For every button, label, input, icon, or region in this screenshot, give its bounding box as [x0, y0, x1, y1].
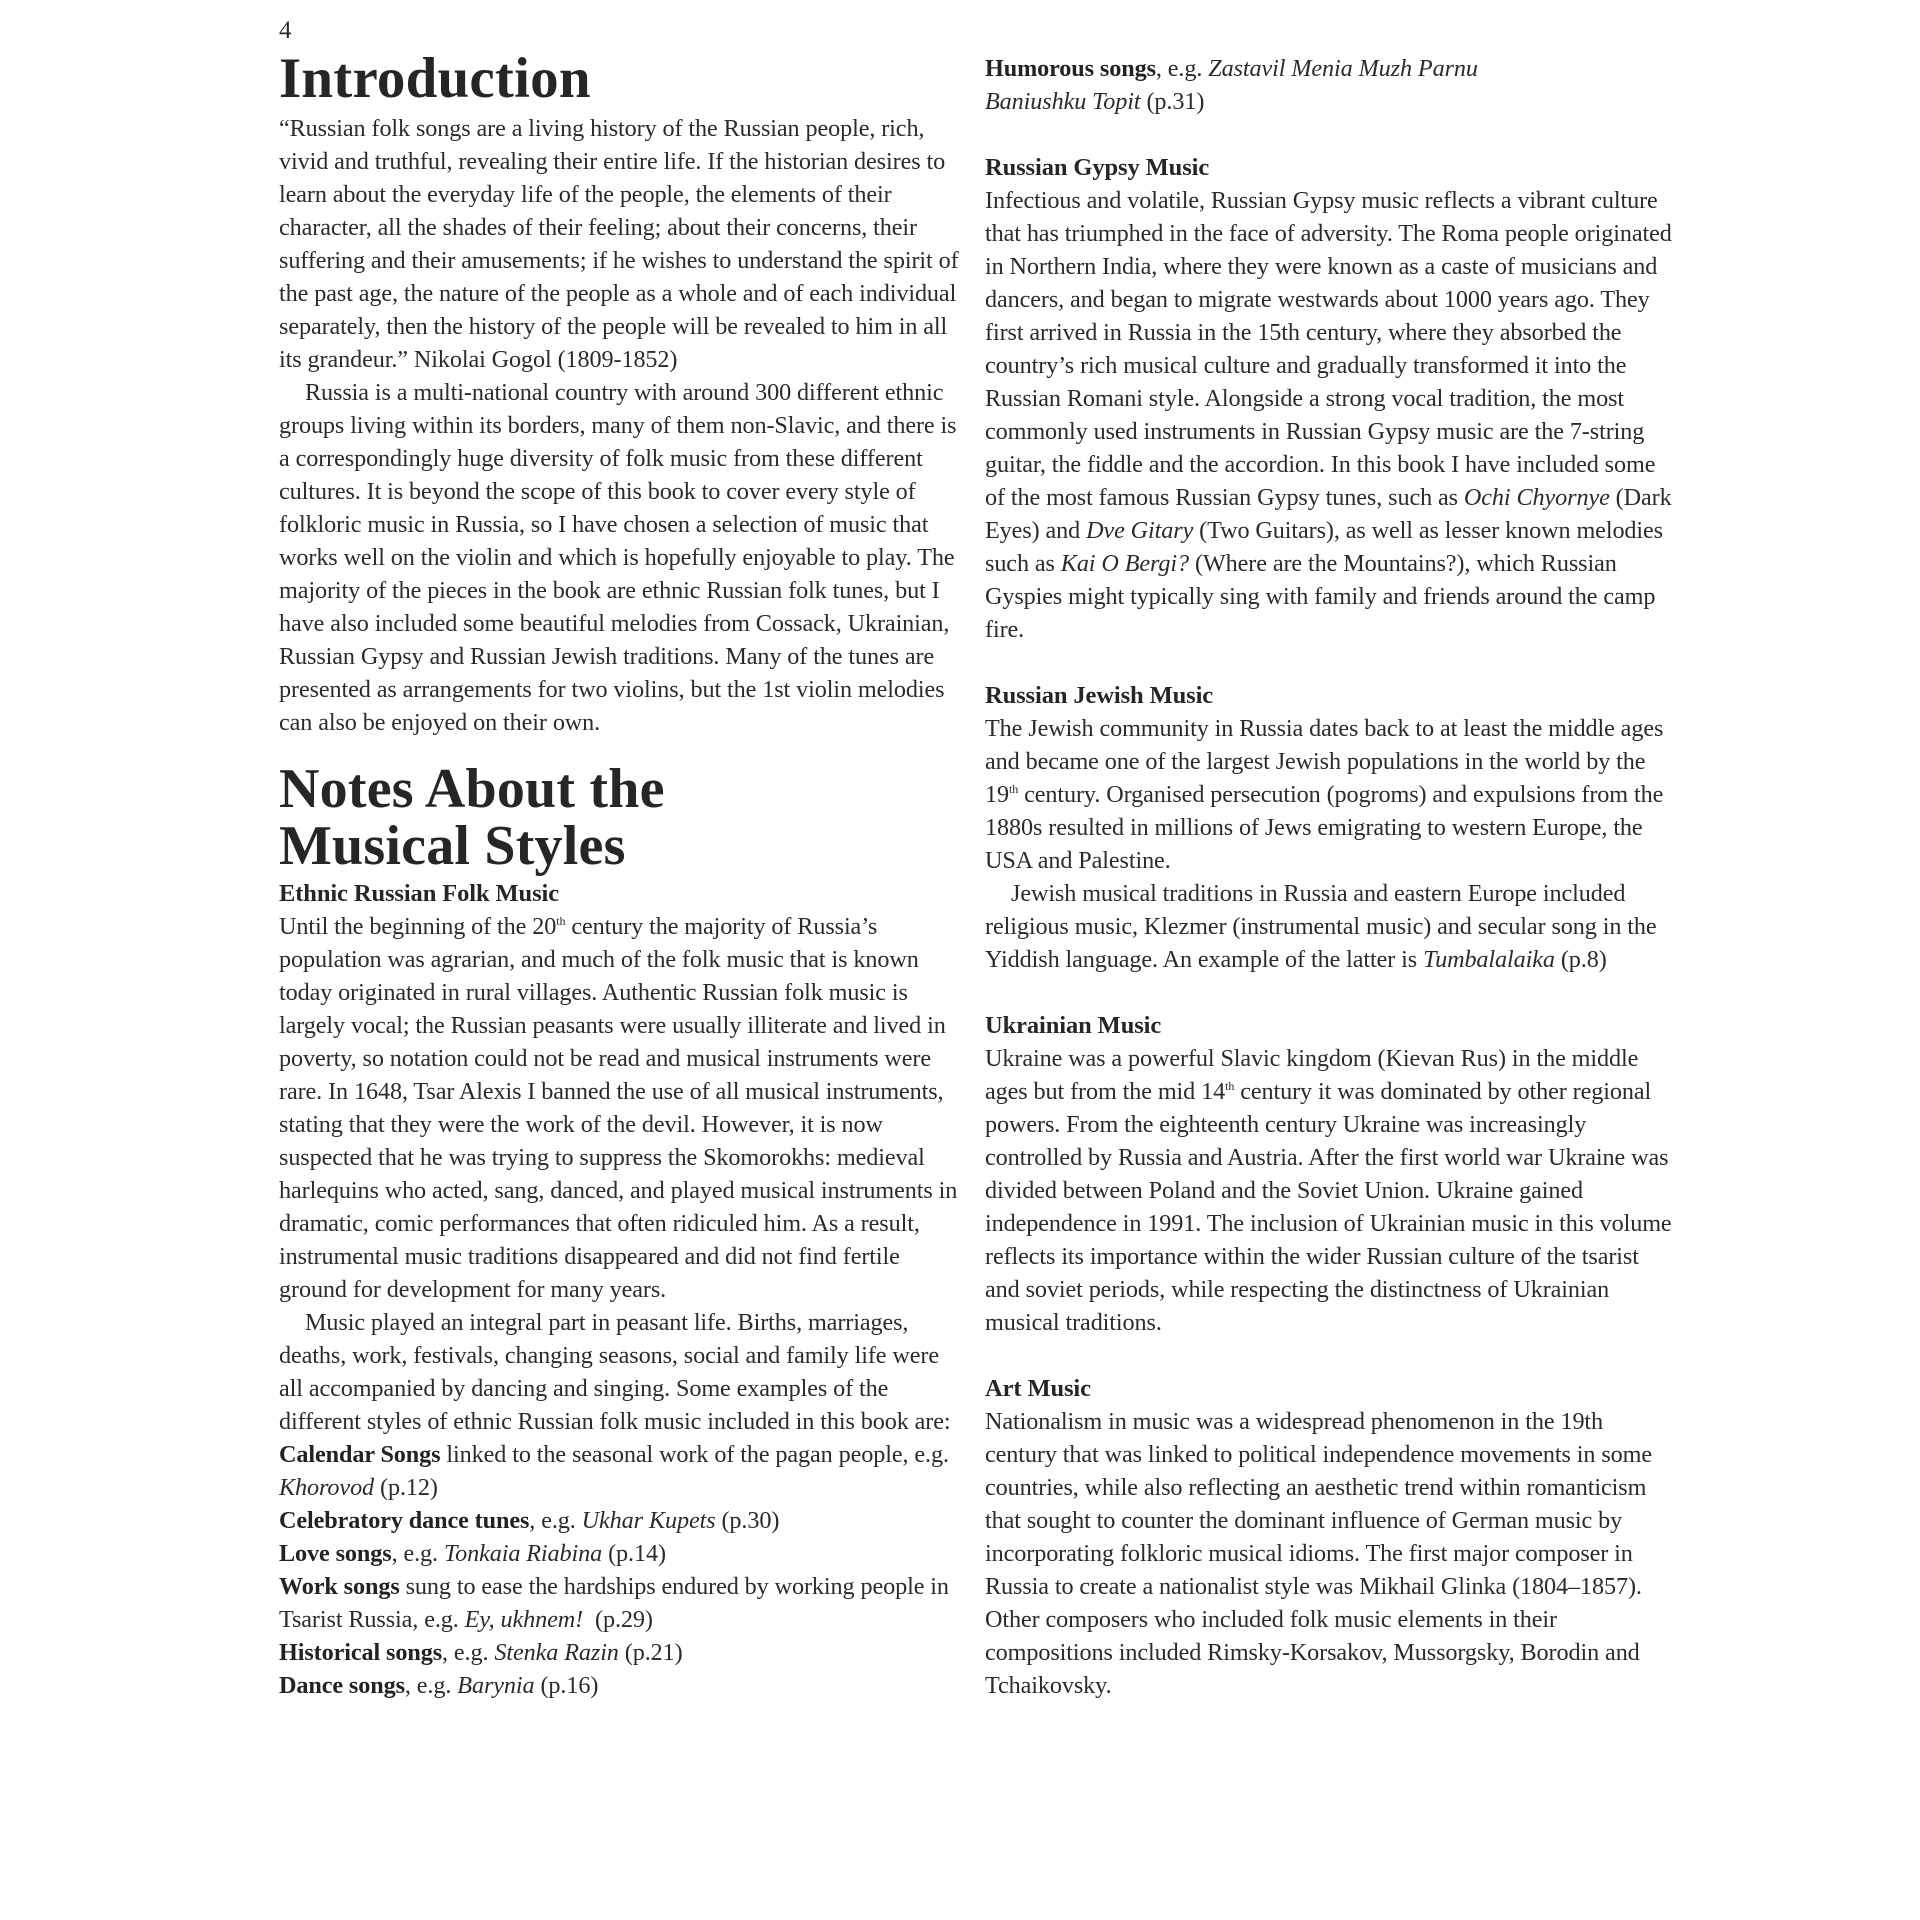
notes-heading-line1: Notes About the [279, 758, 665, 820]
introduction-heading: Introduction [279, 47, 591, 110]
russian-gypsy-paragraph: Infectious and volatile, Russian Gypsy music reflects a vibrant culture that has triumphed in the face of adversity. The Roma people originated in Northern India, where they were known as a caste of musicians and dancers, and began to migrate westwards about 1000 years ago. They first arrived in Russia in the 15th century, where they absorbed the country’s rich musical culture and gradually transformed it into the Russian Romani style. Alongside a strong vocal tradition, the most commonly used instruments in Russian Gypsy music are the 7-string guitar, the fiddle and the accordion. In this book I have included some of the most famous Russian Gypsy tunes, such as Ochi Chyornye (Dark Eyes) and Dve Gitary (Two Guitars), as well as lesser known melodies such as Kai O Bergi? (Where are the Mountains?), which Russian Gyspies might typically sing with family and friends around the camp fire. [985, 187, 1672, 643]
left-column [279, 48, 959, 1702]
russian-gypsy-heading: Russian Gypsy Music [985, 154, 1210, 181]
example-love-songs: Love songs, e.g. Tonkaia Riabina (p.14) [279, 1540, 666, 1567]
ethnic-russian-heading: Ethnic Russian Folk Music [279, 880, 559, 907]
ethnic-russian-paragraph-1: Until the beginning of the 20th century the majority of Russia’s population was agrarian, and much of the folk music that is known today originated in rural villages. Authentic Russian folk music is largely vocal; the Russian peasants were usually illiterate and lived in poverty, so notation could not be read and musical instruments were rare. In 1648, Tsar Alexis I banned the use of all musical instruments, stating that they were the work of the devil. However, it is now suspected that he was trying to suppress the Skomorokhs: medieval harlequins who acted, sang, danced, and played musical instruments in dramatic, comic performances that often ridiculed him. As a result, instrumental music traditions disappeared and did not find fertile ground for development for many years. [279, 913, 958, 1303]
art-music-paragraph: Nationalism in music was a widespread phenomenon in the 19th century that was linked to political independence movements in some countries, while also reflecting an aesthetic trend within romanticism that sought to counter the dominant influence of German music by incorporating folkloric musical idioms. The first major composer in Russia to create a nationalist style was Mikhail Glinka (1804–1857). Other composers who included folk music elements in their compositions included Rimsky-Korsakov, Mussorgsky, Borodin and Tchaikovsky. [985, 1408, 1653, 1699]
introduction-paragraph: Russia is a multi-national country with around 300 different ethnic groups living within its borders, many of them non-Slavic, and there is a correspondingly huge diversity of folk music from these different cultures. It is beyond the scope of this book to cover every style of folkloric music in Russia, so I have chosen a selection of music that works well on the violin and which is hopefully enjoyable to play. The majority of the pieces in the book are ethnic Russian folk tunes, but I have also included some beautiful melodies from Cossack, Ukrainian, Russian Gypsy and Russian Jewish traditions. Many of the tunes are presented as arrangements for two violins, but the 1st violin melodies can also be enjoyed on their own. [279, 379, 957, 736]
russian-jewish-paragraph-2: Jewish musical traditions in Russia and eastern Europe included religious music, Klezmer (instrumental music) and secular song in the Yiddish language. An example of the latter is Tumbalalaika (p.8) [985, 880, 1657, 973]
example-historical-songs: Historical songs, e.g. Stenka Razin (p.21) [279, 1639, 683, 1666]
russian-jewish-heading: Russian Jewish Music [985, 682, 1214, 709]
notes-heading-line2: Musical Styles [279, 815, 626, 877]
russian-jewish-paragraph-1: The Jewish community in Russia dates back to at least the middle ages and became one of the largest Jewish populations in the world by the 19th century. Organised persecution (pogroms) and expulsions from the 1880s resulted in millions of Jews emigrating to western Europe, the USA and Palestine. [985, 715, 1664, 874]
gogol-quote: “Russian folk songs are a living history of the Russian people, rich, vivid and truthful, revealing their entire life. If the historian desires to learn about the everyday life of the people, the elements of their character, all the shades of their feeling; about their concerns, their suffering and their amusements; if he wishes to understand the spirit of the past age, the nature of the people as a whole and of each individual separately, then the history of the people will be revealed to him in all its grandeur.” Nikolai Gogol (1809-1852) [279, 115, 959, 373]
example-work-songs: Work songs sung to ease the hardships endured by working people in Tsarist Russia, e.g. Ey, ukhnem! (p.29) [279, 1573, 949, 1633]
example-dance-songs: Dance songs, e.g. Barynia (p.16) [279, 1672, 599, 1699]
example-celebratory-dance-tunes: Celebratory dance tunes, e.g. Ukhar Kupets (p.30) [279, 1507, 780, 1534]
ukrainian-paragraph: Ukraine was a powerful Slavic kingdom (Kievan Rus) in the middle ages but from the mid 14th century it was dominated by other regional powers. From the eighteenth century Ukraine was increasingly controlled by Russia and Austria. After the first world war Ukraine was divided between Poland and the Soviet Union. Ukraine gained independence in 1991. The inclusion of Ukrainian music in this volume reflects its importance within the wider Russian culture of the tsarist and soviet periods, while respecting the distinctness of Ukrainian musical traditions. [985, 1045, 1672, 1336]
art-music-heading: Art Music [985, 1375, 1091, 1402]
right-column [985, 52, 1675, 1702]
ethnic-russian-paragraph-2: Music played an integral part in peasant life. Births, marriages, deaths, work, festivals, changing seasons, social and family life were all accompanied by dancing and singing. Some examples of the different styles of ethnic Russian folk music included in this book are: [279, 1309, 951, 1435]
ukrainian-heading: Ukrainian Music [985, 1012, 1162, 1039]
page-number: 4 [279, 17, 292, 44]
example-humorous-songs: Humorous songs, e.g. Zastavil Menia Muzh Parnu Baniushku Topit (p.31) [985, 55, 1478, 115]
example-calendar-songs: Calendar Songs linked to the seasonal work of the pagan people, e.g. Khorovod (p.12) [279, 1441, 949, 1501]
